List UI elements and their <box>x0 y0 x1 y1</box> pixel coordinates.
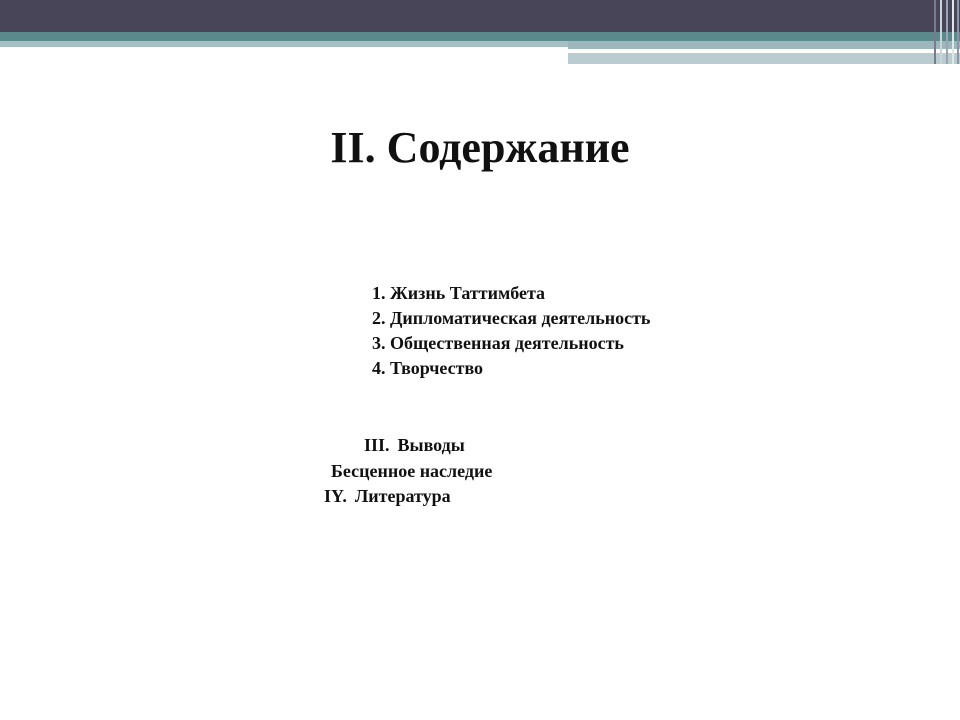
header-band-tail <box>775 64 960 68</box>
toc-item-life: 1. Жизнь Таттимбета <box>372 283 546 303</box>
header-band-light-right <box>568 41 960 49</box>
section-label: Литература <box>354 486 451 506</box>
header-stripe <box>940 0 942 64</box>
header-band-lower-right <box>568 53 960 64</box>
slide-title: II. Содержание <box>330 123 630 172</box>
section-label: Бесценное наследие <box>331 461 493 481</box>
header-stripe <box>952 0 954 64</box>
header-stripe <box>934 0 936 64</box>
toc-item-public-activity: 3. Общественная деятельность <box>372 333 624 353</box>
toc-item-diplomacy: 2. Дипломатическая деятельность <box>372 308 651 328</box>
header-band-dark <box>0 0 960 32</box>
toc-item-creativity: 4. Творчество <box>372 358 484 378</box>
header-stripe <box>946 0 948 64</box>
section-legacy <box>331 460 492 482</box>
section-conclusions <box>364 434 465 456</box>
header-band-light-left <box>0 41 568 47</box>
section-numeral: III. <box>364 435 390 455</box>
header-white-line <box>568 50 888 52</box>
section-numeral: IY. <box>324 486 347 506</box>
section-label: Выводы <box>397 435 465 455</box>
header-band-teal <box>0 32 960 41</box>
header-stripe <box>957 0 959 64</box>
section-literature <box>324 485 451 507</box>
